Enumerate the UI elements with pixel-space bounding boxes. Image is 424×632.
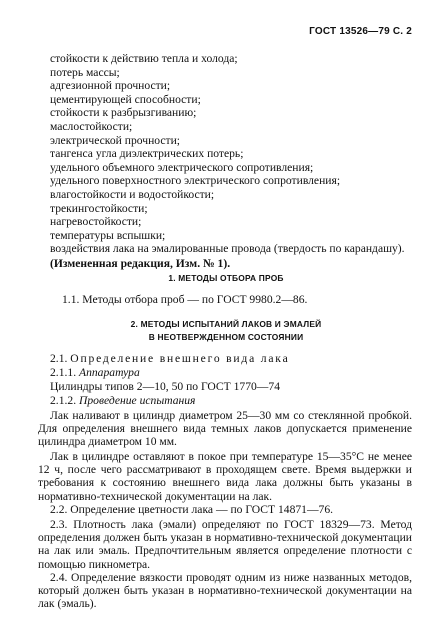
paragraph-2-1-1 — [50, 366, 412, 379]
section-1-title: 1. МЕТОДЫ ОТБОРА ПРОБ — [168, 273, 284, 283]
list-item: электрической прочности; — [50, 133, 180, 147]
paragraph-title: Проведение испытания — [79, 394, 196, 407]
paragraph-2-1 — [50, 352, 412, 365]
paragraph-title: Аппаратура — [79, 366, 140, 379]
list-item: трекингостойкости; — [50, 201, 148, 215]
list-item: влагостойкости и водостойкости; — [50, 187, 215, 201]
properties-list — [50, 52, 410, 271]
list-item: потерь массы; — [50, 65, 120, 79]
cylinders-line: Цилиндры типов 2—10, 50 по ГОСТ 1770—74 — [50, 380, 280, 393]
list-item: цементирующей способности; — [50, 92, 201, 106]
list-item: стойкости к разбрызгиванию; — [50, 106, 197, 120]
paragraph-number: 2.1.1. — [50, 366, 77, 379]
paragraph-1-1: 1.1. Методы отбора проб — по ГОСТ 9980.2—86. — [62, 293, 308, 306]
paragraph-title: Определение внешнего вида лака — [70, 352, 290, 365]
section-2-title-line-2: В НЕОТВЕРЖДЕННОМ СОСТОЯНИИ — [148, 332, 304, 342]
section-2-title-line-1: 2. МЕТОДЫ ИСПЫТАНИЙ ЛАКОВ И ЭМАЛЕЙ — [130, 319, 322, 329]
list-item: удельного объемного электрического сопротивления; — [50, 160, 314, 174]
paragraph-procedure-a: Лак наливают в цилиндр диаметром 25—30 мм со стеклянной пробкой. Для определения внешнего вида темных лаков допускается применение цилиндра диаметром 10 мм. — [38, 409, 412, 449]
paragraph-number: 2.1.2. — [50, 394, 77, 407]
list-item: маслостойкости; — [50, 119, 133, 133]
paragraph-2-1-2 — [50, 394, 412, 407]
list-item: температуры вспышки; — [50, 228, 166, 242]
paragraph-2-2: 2.2. Определение цветности лака — по ГОСТ 14871—76. — [50, 503, 334, 516]
list-item: адгезионной прочности; — [50, 79, 171, 93]
list-item: удельного поверхностного электрического сопротивления; — [50, 174, 341, 188]
list-item: тангенса угла диэлектрических потерь; — [50, 147, 244, 161]
section-2-title — [40, 318, 412, 344]
paragraph-2-3: 2.3. Плотность лака (эмали) определяют по ГОСТ 18329—73. Метод определения должен быть указан в нормативно-технической документации на лак или эмаль. Предпочтительным является определение плотности с помощью пикнометра. — [38, 518, 412, 571]
list-item: нагревостойкости; — [50, 215, 142, 229]
list-item: стойкости к действию тепла и холода; — [50, 52, 238, 65]
paragraph-number: 2.1. — [50, 352, 68, 365]
list-item: воздействия лака на эмалированные провода (твердость по карандашу). — [50, 242, 405, 256]
edition-note: (Измененная редакция, Изм. № 1). — [50, 256, 231, 270]
paragraph-procedure-b: Лак в цилиндре оставляют в покое при температуре 15—35°С не менее 12 ч, после чего рассматривают в проходящем свете. Время выдержки и требования к состоянию внешнего вида лака должны быть указаны в нормативно-технической документации на лак. — [38, 450, 412, 503]
paragraph-2-4: 2.4. Определение вязкости проводят одним из ниже названных методов, который должен быть указан в нормативно-технической документации на лак (эмаль). — [38, 571, 412, 611]
page-header-code: ГОСТ 13526—79 С. 2 — [309, 26, 412, 37]
